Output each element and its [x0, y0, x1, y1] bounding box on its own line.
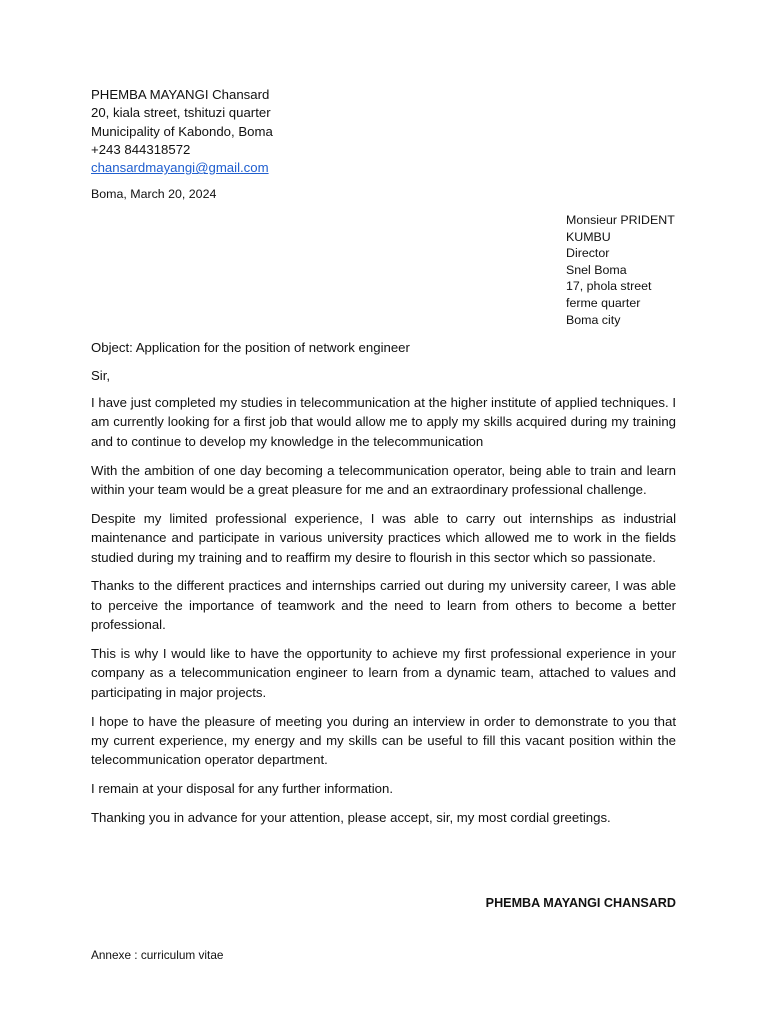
- recipient-line: KUMBU: [566, 229, 611, 244]
- recipient-line: ferme quarter: [566, 295, 641, 310]
- sender-name: PHEMBA MAYANGI Chansard: [91, 87, 270, 102]
- sender-email-link[interactable]: chansardmayangi@gmail.com: [91, 160, 269, 176]
- recipient-line: Boma city: [566, 312, 621, 327]
- salutation: Sir,: [91, 368, 111, 383]
- body-paragraph: With the ambition of one day becoming a telecommunication operator, being able to train and learn within your team would be a great pleasure for me and an extraordinary professional challenge.: [91, 462, 676, 498]
- body-paragraph: Despite my limited professional experience, I was able to carry out internships as industrial maintenance and participate in various university practices which allowed me to work in the fields studied during my training and to reaffirm my desire to flourish in this sector which so passionate.: [91, 510, 676, 565]
- sender-block: [91, 86, 273, 177]
- recipient-line: Director: [566, 246, 610, 261]
- closing-paragraph: Thanking you in advance for your attention, please accept, sir, my most cordial greetings.: [91, 810, 611, 826]
- letter-object: Object: Application for the position of network engineer: [91, 340, 410, 355]
- recipient-line: Snel Boma: [566, 262, 627, 277]
- sender-address-line1: 20, kiala street, tshituzi quarter: [91, 105, 271, 121]
- annex-note: Annexe : curriculum vitae: [91, 948, 224, 962]
- body-paragraph: I have just completed my studies in telecommunication at the higher institute of applied techniques. I am currently looking for a first job that would allow me to apply my skills acquired during my training and to continue to develop my knowledge in the telecommunication: [91, 395, 676, 449]
- body-paragraph: I hope to have the pleasure of meeting you during an interview in order to demonstrate to you that my current experience, my energy and my skills can be useful to fill this vacant position within the telecommunication operator department.: [91, 713, 676, 768]
- body-paragraph: Thanks to the different practices and internships carried out during my university career, I was able to perceive the importance of teamwork and the need to learn from others to become a better professional.: [91, 578, 676, 633]
- body-paragraph: I remain at your disposal for any further information.: [91, 781, 393, 797]
- recipient-block: [566, 212, 675, 328]
- letter-body: [91, 393, 676, 837]
- recipient-line: Monsieur PRIDENT: [566, 213, 675, 227]
- letter-date: Boma, March 20, 2024: [91, 187, 217, 201]
- sender-address-line2: Municipality of Kabondo, Boma: [91, 123, 273, 139]
- recipient-line: 17, phola street: [566, 279, 652, 294]
- sender-phone: +243 844318572: [91, 141, 191, 157]
- body-paragraph: This is why I would like to have the opportunity to achieve my first professional experience in your company as a telecommunication engineer to learn from a dynamic team, attached to values and participating in major projects.: [91, 646, 676, 700]
- signature-name: PHEMBA MAYANGI CHANSARD: [485, 896, 676, 910]
